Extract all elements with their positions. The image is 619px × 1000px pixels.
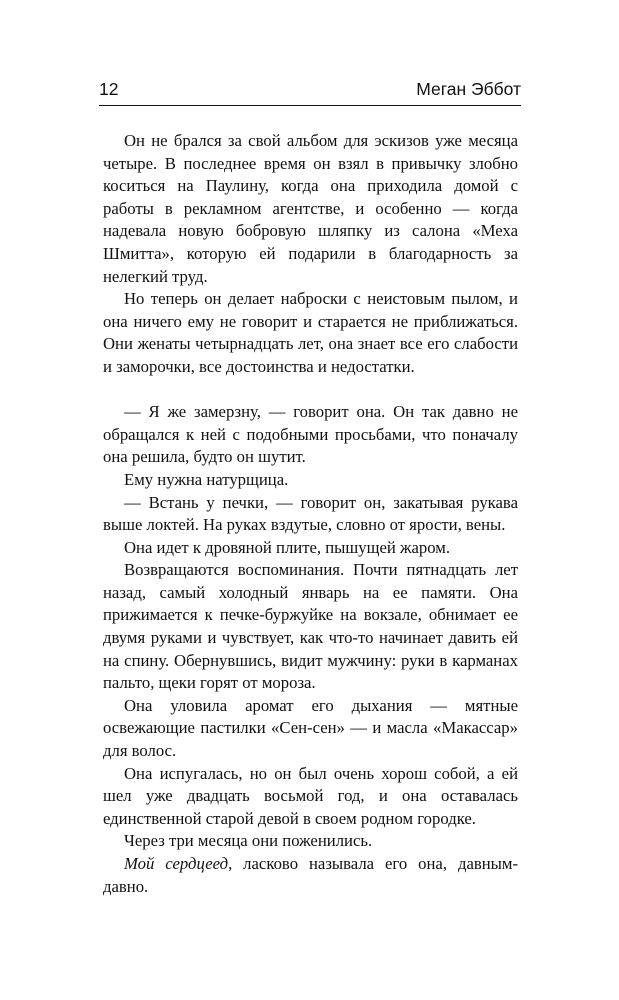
header-rule — [99, 105, 521, 106]
running-head — [99, 76, 521, 102]
paragraph-rest: , ласково называла его она, давным-давно. — [103, 854, 518, 896]
paragraph: Ему нужна натурщица. — [124, 469, 289, 489]
paragraph: Но теперь он делает наброски с неистовым пылом, и она ничего ему не говорит и старается не приближаться. Они женаты четырнадцать лет, она знает все его слабости и заморочки, все достоинства и недостатки. — [103, 289, 518, 376]
italic-phrase: Мой сердцеед — [124, 854, 229, 873]
paragraph: Возвращаются воспоминания. Почти пятнадцать лет назад, самый холодный январь на ее памяти. Она прижимается к печке-буржуйке на вокзале, обнимает ее двумя руками и чувствует, как что-то начинает давить ей на спину. Обернувшись, видит мужчину: руки в карманах пальто, щеки горят от мороза. — [103, 560, 518, 693]
running-title: Меган Эббот — [416, 79, 521, 99]
body-text — [103, 130, 518, 898]
paragraph: Она уловила аромат его дыхания — мятные освежающие пастилки «Сен-сен» — и масла «Макассар» для волос. — [103, 695, 518, 761]
page-number: 12 — [99, 79, 119, 99]
paragraph: Она испугалась, но он был очень хорош собой, а ей шел уже двадцать восьмой год, и она оставалась единственной старой девой в своем родном городке. — [103, 763, 518, 828]
paragraph: — Встань у печки, — говорит он, закатывая рукава выше локтей. На руках вздутые, словно от ярости, вены. — [103, 492, 518, 535]
paragraph: Он не брался за свой альбом для эскизов уже месяца четыре. В последнее время он взял в привычку злобно коситься на Паулину, когда она приходила домой с работы в рекламном агентстве, и особенно — когда надевала новую бобровую шляпку из салона «Меха Шмитта», которую ей подарили в благодарность за нелегкий труд. — [103, 131, 518, 286]
paragraph: Она идет к дровяной плите, пышущей жаром. — [124, 537, 450, 557]
paragraph: — Я же замерзну, — говорит она. Он так давно не обращался к ней с подобными просьбами, что поначалу она решила, будто он шутит. — [103, 402, 518, 467]
paragraph: Через три месяца они поженились. — [124, 831, 373, 851]
paragraph-last — [103, 853, 518, 898]
